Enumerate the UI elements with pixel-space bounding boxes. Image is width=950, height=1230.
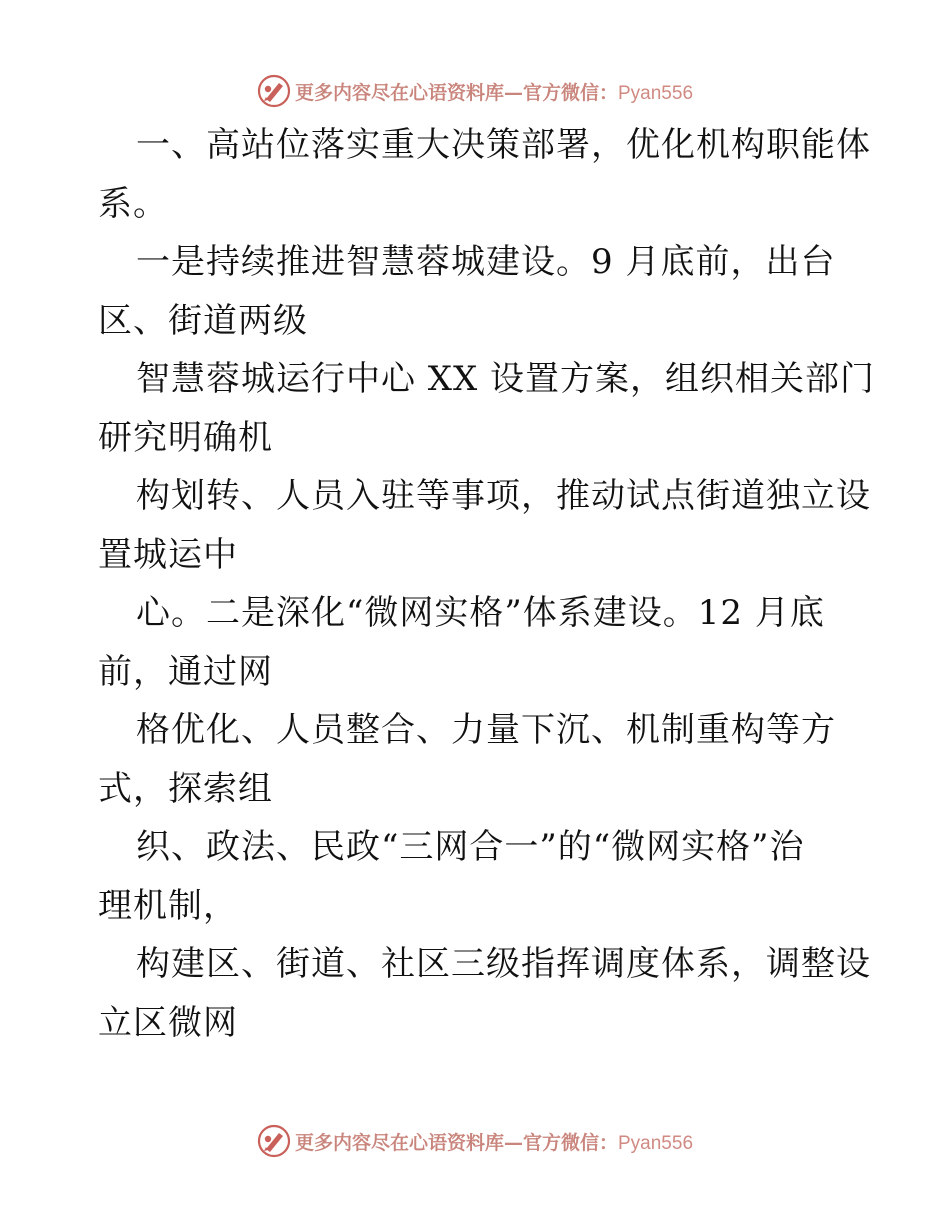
red-pen-seal-icon xyxy=(257,74,291,108)
watermark-text: 更多内容尽在心语资料库—官方微信：Pyan556 xyxy=(294,81,694,104)
text-line: 前，通过网 xyxy=(98,651,273,692)
text-line: 研究明确机 xyxy=(98,417,273,458)
text-line: 系。 xyxy=(98,183,168,224)
watermark-header xyxy=(0,71,950,111)
text-line: 一、高站位落实重大决策部署，优化机构职能体 xyxy=(136,125,871,165)
wechat-id: Pyan556 xyxy=(618,82,694,104)
text-line: 心。二是深化“微网实格”体系建设。12 月底 xyxy=(136,593,825,633)
text-line: 立区微网 xyxy=(98,1002,238,1043)
text-line: 置城运中 xyxy=(98,534,238,575)
text-line: 理机制， xyxy=(98,885,238,926)
text-line: 区、街道两级 xyxy=(98,300,308,341)
text-line: 格优化、人员整合、力量下沉、机制重构等方 xyxy=(136,710,836,750)
watermark-footer xyxy=(0,1121,950,1161)
text-line: 式，探索组 xyxy=(98,768,273,809)
text-line: 构划转、人员入驻等事项，推动试点街道独立设 xyxy=(136,476,871,516)
text-line: 织、政法、民政“三网合一”的“微网实格”治 xyxy=(136,827,805,867)
text-line: 一是持续推进智慧蓉城建设。9 月底前，出台 xyxy=(136,242,836,282)
text-line: 智慧蓉城运行中心 XX 设置方案，组织相关部门 xyxy=(136,359,876,399)
watermark-text: 更多内容尽在心语资料库—官方微信：Pyan556 xyxy=(294,1131,694,1154)
text-line: 构建区、街道、社区三级指挥调度体系，调整设 xyxy=(136,944,871,984)
red-pen-seal-icon xyxy=(257,1124,291,1158)
wechat-id: Pyan556 xyxy=(618,1132,694,1154)
document-body xyxy=(98,116,876,1052)
